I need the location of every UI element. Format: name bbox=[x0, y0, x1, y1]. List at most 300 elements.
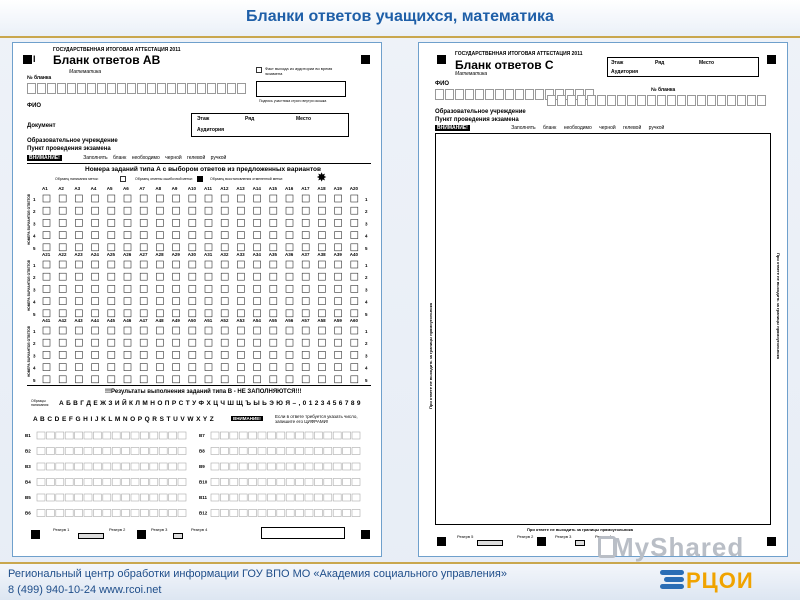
answer-checkbox[interactable] bbox=[351, 232, 358, 239]
answer-cell[interactable] bbox=[122, 448, 130, 455]
answer-cell[interactable] bbox=[296, 448, 304, 455]
answer-cell[interactable] bbox=[122, 510, 130, 517]
answer-checkbox[interactable] bbox=[318, 339, 325, 346]
answer-checkbox[interactable] bbox=[205, 376, 212, 383]
answer-checkbox[interactable] bbox=[92, 261, 99, 268]
answer-checkbox[interactable] bbox=[124, 273, 131, 280]
answer-cell[interactable] bbox=[296, 432, 304, 439]
answer-cell[interactable] bbox=[239, 463, 247, 470]
answer-cell[interactable] bbox=[343, 432, 351, 439]
answer-checkbox[interactable] bbox=[286, 261, 293, 268]
answer-checkbox[interactable] bbox=[335, 351, 342, 358]
answer-checkbox[interactable] bbox=[286, 351, 293, 358]
answer-cell[interactable] bbox=[93, 463, 101, 470]
answer-checkbox[interactable] bbox=[205, 285, 212, 292]
answer-checkbox[interactable] bbox=[173, 351, 180, 358]
answer-cell[interactable] bbox=[333, 494, 341, 501]
answer-cell[interactable] bbox=[286, 479, 294, 486]
answer-checkbox[interactable] bbox=[75, 219, 82, 226]
answer-cell[interactable] bbox=[239, 479, 247, 486]
answer-checkbox[interactable] bbox=[205, 232, 212, 239]
answer-checkbox[interactable] bbox=[189, 244, 196, 251]
answer-cell[interactable] bbox=[75, 432, 83, 439]
answer-checkbox[interactable] bbox=[205, 351, 212, 358]
answer-checkbox[interactable] bbox=[335, 376, 342, 383]
answer-checkbox[interactable] bbox=[59, 351, 66, 358]
answer-checkbox[interactable] bbox=[254, 273, 261, 280]
answer-checkbox[interactable] bbox=[286, 207, 293, 214]
answer-cell[interactable] bbox=[131, 479, 139, 486]
answer-checkbox[interactable] bbox=[92, 244, 99, 251]
answer-checkbox[interactable] bbox=[43, 244, 50, 251]
answer-cell[interactable] bbox=[37, 494, 45, 501]
answer-cell[interactable] bbox=[75, 510, 83, 517]
answer-checkbox[interactable] bbox=[124, 261, 131, 268]
answer-cell[interactable] bbox=[314, 448, 322, 455]
answer-checkbox[interactable] bbox=[124, 219, 131, 226]
answer-cell[interactable] bbox=[84, 479, 92, 486]
answer-checkbox[interactable] bbox=[92, 207, 99, 214]
answer-checkbox[interactable] bbox=[335, 327, 342, 334]
answer-checkbox[interactable] bbox=[254, 285, 261, 292]
answer-checkbox[interactable] bbox=[156, 261, 163, 268]
answer-checkbox[interactable] bbox=[286, 298, 293, 305]
answer-cell[interactable] bbox=[277, 479, 285, 486]
answer-cell[interactable] bbox=[324, 448, 332, 455]
answer-checkbox[interactable] bbox=[205, 310, 212, 317]
answer-cell[interactable] bbox=[249, 494, 257, 501]
answer-cell[interactable] bbox=[140, 448, 148, 455]
answer-checkbox[interactable] bbox=[59, 310, 66, 317]
answer-checkbox[interactable] bbox=[351, 339, 358, 346]
answer-checkbox[interactable] bbox=[173, 364, 180, 371]
answer-cell[interactable] bbox=[178, 494, 186, 501]
answer-checkbox[interactable] bbox=[286, 327, 293, 334]
answer-cell[interactable] bbox=[65, 494, 73, 501]
answer-checkbox[interactable] bbox=[318, 195, 325, 202]
answer-cell[interactable] bbox=[150, 494, 158, 501]
answer-cell[interactable] bbox=[169, 432, 177, 439]
answer-cell[interactable] bbox=[122, 494, 130, 501]
answer-checkbox[interactable] bbox=[221, 219, 228, 226]
answer-cell[interactable] bbox=[258, 463, 266, 470]
answer-checkbox[interactable] bbox=[59, 376, 66, 383]
answer-cell[interactable] bbox=[75, 448, 83, 455]
answer-cell[interactable] bbox=[230, 448, 238, 455]
answer-checkbox[interactable] bbox=[302, 364, 309, 371]
answer-cell[interactable] bbox=[249, 432, 257, 439]
answer-checkbox[interactable] bbox=[108, 261, 115, 268]
answer-cell[interactable] bbox=[305, 494, 313, 501]
answer-cell[interactable] bbox=[239, 494, 247, 501]
answer-cell[interactable] bbox=[277, 432, 285, 439]
answer-cell[interactable] bbox=[220, 448, 228, 455]
answer-checkbox[interactable] bbox=[124, 232, 131, 239]
answer-checkbox[interactable] bbox=[59, 364, 66, 371]
answer-checkbox[interactable] bbox=[59, 298, 66, 305]
answer-checkbox[interactable] bbox=[43, 351, 50, 358]
answer-cell[interactable] bbox=[220, 510, 228, 517]
answer-cell[interactable] bbox=[150, 463, 158, 470]
answer-cell[interactable] bbox=[46, 494, 54, 501]
answer-checkbox[interactable] bbox=[335, 195, 342, 202]
answer-checkbox[interactable] bbox=[156, 232, 163, 239]
answer-checkbox[interactable] bbox=[318, 232, 325, 239]
answer-cell[interactable] bbox=[239, 432, 247, 439]
answer-checkbox[interactable] bbox=[189, 376, 196, 383]
answer-checkbox[interactable] bbox=[286, 339, 293, 346]
answer-checkbox[interactable] bbox=[254, 261, 261, 268]
answer-cell[interactable] bbox=[122, 479, 130, 486]
answer-checkbox[interactable] bbox=[108, 376, 115, 383]
answer-cell[interactable] bbox=[159, 463, 167, 470]
answer-checkbox[interactable] bbox=[75, 298, 82, 305]
answer-checkbox[interactable] bbox=[59, 232, 66, 239]
answer-checkbox[interactable] bbox=[156, 310, 163, 317]
answer-checkbox[interactable] bbox=[59, 195, 66, 202]
answer-cell[interactable] bbox=[37, 448, 45, 455]
answer-checkbox[interactable] bbox=[302, 195, 309, 202]
answer-checkbox[interactable] bbox=[351, 244, 358, 251]
answer-checkbox[interactable] bbox=[140, 207, 147, 214]
answer-checkbox[interactable] bbox=[205, 298, 212, 305]
answer-checkbox[interactable] bbox=[335, 339, 342, 346]
answer-checkbox[interactable] bbox=[43, 339, 50, 346]
answer-cell[interactable] bbox=[343, 479, 351, 486]
answer-cell[interactable] bbox=[178, 463, 186, 470]
answer-checkbox[interactable] bbox=[92, 285, 99, 292]
answer-cell[interactable] bbox=[178, 479, 186, 486]
answer-checkbox[interactable] bbox=[189, 285, 196, 292]
answer-checkbox[interactable] bbox=[124, 376, 131, 383]
answer-checkbox[interactable] bbox=[205, 364, 212, 371]
answer-cell[interactable] bbox=[131, 463, 139, 470]
answer-cell[interactable] bbox=[103, 432, 111, 439]
answer-cell[interactable] bbox=[103, 510, 111, 517]
answer-checkbox[interactable] bbox=[75, 327, 82, 334]
answer-checkbox[interactable] bbox=[254, 195, 261, 202]
answer-cell[interactable] bbox=[249, 510, 257, 517]
answer-checkbox[interactable] bbox=[156, 376, 163, 383]
answer-checkbox[interactable] bbox=[75, 207, 82, 214]
answer-checkbox[interactable] bbox=[237, 339, 244, 346]
answer-checkbox[interactable] bbox=[92, 376, 99, 383]
answer-cell[interactable] bbox=[343, 494, 351, 501]
answer-cell[interactable] bbox=[56, 448, 64, 455]
answer-cell[interactable] bbox=[169, 463, 177, 470]
answer-checkbox[interactable] bbox=[124, 310, 131, 317]
answer-cell[interactable] bbox=[37, 463, 45, 470]
answer-cell[interactable] bbox=[169, 448, 177, 455]
answer-checkbox[interactable] bbox=[254, 327, 261, 334]
answer-checkbox[interactable] bbox=[140, 310, 147, 317]
answer-checkbox[interactable] bbox=[221, 244, 228, 251]
answer-checkbox[interactable] bbox=[108, 219, 115, 226]
answer-checkbox[interactable] bbox=[140, 351, 147, 358]
answer-checkbox[interactable] bbox=[173, 327, 180, 334]
answer-checkbox[interactable] bbox=[156, 298, 163, 305]
answer-checkbox[interactable] bbox=[59, 327, 66, 334]
answer-checkbox[interactable] bbox=[43, 364, 50, 371]
answer-cell[interactable] bbox=[56, 432, 64, 439]
answer-cell[interactable] bbox=[37, 432, 45, 439]
answer-cell[interactable] bbox=[324, 463, 332, 470]
answer-checkbox[interactable] bbox=[189, 219, 196, 226]
answer-cell[interactable] bbox=[267, 510, 275, 517]
answer-checkbox[interactable] bbox=[335, 364, 342, 371]
answer-checkbox[interactable] bbox=[221, 261, 228, 268]
answer-checkbox[interactable] bbox=[254, 339, 261, 346]
answer-checkbox[interactable] bbox=[108, 195, 115, 202]
answer-checkbox[interactable] bbox=[286, 310, 293, 317]
answer-checkbox[interactable] bbox=[75, 273, 82, 280]
answer-checkbox[interactable] bbox=[92, 339, 99, 346]
answer-cell[interactable] bbox=[258, 432, 266, 439]
answer-checkbox[interactable] bbox=[302, 339, 309, 346]
answer-checkbox[interactable] bbox=[221, 298, 228, 305]
answer-checkbox[interactable] bbox=[254, 310, 261, 317]
answer-cell[interactable] bbox=[178, 448, 186, 455]
answer-cell[interactable] bbox=[122, 432, 130, 439]
answer-checkbox[interactable] bbox=[270, 364, 277, 371]
answer-cell[interactable] bbox=[333, 510, 341, 517]
answer-checkbox[interactable] bbox=[254, 244, 261, 251]
answer-checkbox[interactable] bbox=[254, 207, 261, 214]
answer-cell[interactable] bbox=[239, 448, 247, 455]
answer-checkbox[interactable] bbox=[221, 376, 228, 383]
answer-checkbox[interactable] bbox=[92, 298, 99, 305]
answer-cell[interactable] bbox=[112, 510, 120, 517]
answer-cell[interactable] bbox=[159, 494, 167, 501]
answer-cell[interactable] bbox=[159, 479, 167, 486]
answer-checkbox[interactable] bbox=[351, 207, 358, 214]
answer-area[interactable] bbox=[435, 133, 771, 525]
answer-checkbox[interactable] bbox=[108, 273, 115, 280]
answer-cell[interactable] bbox=[93, 448, 101, 455]
answer-checkbox[interactable] bbox=[173, 273, 180, 280]
answer-cell[interactable] bbox=[37, 479, 45, 486]
answer-cell[interactable] bbox=[211, 432, 219, 439]
answer-checkbox[interactable] bbox=[108, 285, 115, 292]
answer-cell[interactable] bbox=[56, 510, 64, 517]
answer-cell[interactable] bbox=[314, 494, 322, 501]
answer-cell[interactable] bbox=[305, 448, 313, 455]
answer-checkbox[interactable] bbox=[156, 327, 163, 334]
answer-cell[interactable] bbox=[75, 479, 83, 486]
answer-cell[interactable] bbox=[296, 510, 304, 517]
answer-checkbox[interactable] bbox=[318, 219, 325, 226]
answer-cell[interactable] bbox=[267, 448, 275, 455]
answer-cell[interactable] bbox=[211, 510, 219, 517]
answer-checkbox[interactable] bbox=[335, 232, 342, 239]
answer-cell[interactable] bbox=[343, 448, 351, 455]
answer-cell[interactable] bbox=[103, 494, 111, 501]
answer-cell[interactable] bbox=[314, 463, 322, 470]
answer-checkbox[interactable] bbox=[302, 351, 309, 358]
answer-checkbox[interactable] bbox=[43, 232, 50, 239]
answer-checkbox[interactable] bbox=[92, 310, 99, 317]
answer-checkbox[interactable] bbox=[140, 376, 147, 383]
answer-cell[interactable] bbox=[352, 432, 360, 439]
answer-cell[interactable] bbox=[296, 494, 304, 501]
answer-checkbox[interactable] bbox=[205, 195, 212, 202]
answer-checkbox[interactable] bbox=[43, 207, 50, 214]
answer-checkbox[interactable] bbox=[75, 339, 82, 346]
answer-checkbox[interactable] bbox=[43, 298, 50, 305]
answer-cell[interactable] bbox=[46, 510, 54, 517]
answer-checkbox[interactable] bbox=[351, 298, 358, 305]
answer-checkbox[interactable] bbox=[270, 232, 277, 239]
answer-checkbox[interactable] bbox=[173, 310, 180, 317]
answer-cell[interactable] bbox=[296, 479, 304, 486]
answer-checkbox[interactable] bbox=[318, 298, 325, 305]
answer-cell[interactable] bbox=[93, 494, 101, 501]
answer-checkbox[interactable] bbox=[124, 364, 131, 371]
answer-checkbox[interactable] bbox=[75, 244, 82, 251]
answer-checkbox[interactable] bbox=[318, 364, 325, 371]
answer-cell[interactable] bbox=[286, 448, 294, 455]
answer-cell[interactable] bbox=[352, 463, 360, 470]
answer-checkbox[interactable] bbox=[254, 298, 261, 305]
answer-checkbox[interactable] bbox=[270, 273, 277, 280]
answer-cell[interactable] bbox=[286, 494, 294, 501]
answer-checkbox[interactable] bbox=[189, 273, 196, 280]
answer-checkbox[interactable] bbox=[108, 298, 115, 305]
answer-checkbox[interactable] bbox=[270, 219, 277, 226]
answer-checkbox[interactable] bbox=[237, 195, 244, 202]
answer-checkbox[interactable] bbox=[286, 219, 293, 226]
answer-checkbox[interactable] bbox=[173, 261, 180, 268]
answer-checkbox[interactable] bbox=[189, 207, 196, 214]
answer-cell[interactable] bbox=[286, 510, 294, 517]
answer-cell[interactable] bbox=[314, 510, 322, 517]
answer-checkbox[interactable] bbox=[221, 327, 228, 334]
answer-cell[interactable] bbox=[93, 479, 101, 486]
answer-checkbox[interactable] bbox=[254, 376, 261, 383]
answer-checkbox[interactable] bbox=[124, 339, 131, 346]
answer-cell[interactable] bbox=[324, 510, 332, 517]
answer-checkbox[interactable] bbox=[59, 261, 66, 268]
answer-cell[interactable] bbox=[333, 463, 341, 470]
answer-checkbox[interactable] bbox=[286, 364, 293, 371]
answer-checkbox[interactable] bbox=[237, 232, 244, 239]
answer-checkbox[interactable] bbox=[156, 273, 163, 280]
answer-cell[interactable] bbox=[324, 494, 332, 501]
answer-checkbox[interactable] bbox=[221, 195, 228, 202]
answer-cell[interactable] bbox=[84, 448, 92, 455]
answer-checkbox[interactable] bbox=[351, 273, 358, 280]
answer-checkbox[interactable] bbox=[318, 351, 325, 358]
answer-checkbox[interactable] bbox=[237, 207, 244, 214]
answer-cell[interactable] bbox=[93, 510, 101, 517]
answer-cell[interactable] bbox=[84, 432, 92, 439]
answer-checkbox[interactable] bbox=[59, 219, 66, 226]
answer-cell[interactable] bbox=[352, 494, 360, 501]
answer-checkbox[interactable] bbox=[351, 351, 358, 358]
answer-checkbox[interactable] bbox=[237, 285, 244, 292]
answer-cell[interactable] bbox=[65, 463, 73, 470]
answer-cell[interactable] bbox=[159, 510, 167, 517]
answer-cell[interactable] bbox=[239, 510, 247, 517]
answer-checkbox[interactable] bbox=[173, 298, 180, 305]
answer-checkbox[interactable] bbox=[124, 195, 131, 202]
answer-checkbox[interactable] bbox=[286, 232, 293, 239]
answer-checkbox[interactable] bbox=[270, 285, 277, 292]
answer-checkbox[interactable] bbox=[156, 244, 163, 251]
answer-cell[interactable] bbox=[112, 494, 120, 501]
answer-checkbox[interactable] bbox=[205, 244, 212, 251]
answer-checkbox[interactable] bbox=[75, 376, 82, 383]
answer-checkbox[interactable] bbox=[75, 364, 82, 371]
answer-checkbox[interactable] bbox=[237, 376, 244, 383]
answer-cell[interactable] bbox=[169, 479, 177, 486]
answer-cell[interactable] bbox=[56, 463, 64, 470]
answer-cell[interactable] bbox=[93, 432, 101, 439]
answer-cell[interactable] bbox=[211, 448, 219, 455]
answer-checkbox[interactable] bbox=[156, 285, 163, 292]
answer-checkbox[interactable] bbox=[75, 310, 82, 317]
answer-checkbox[interactable] bbox=[140, 364, 147, 371]
answer-checkbox[interactable] bbox=[124, 298, 131, 305]
answer-checkbox[interactable] bbox=[351, 285, 358, 292]
answer-cell[interactable] bbox=[159, 432, 167, 439]
answer-checkbox[interactable] bbox=[156, 339, 163, 346]
answer-checkbox[interactable] bbox=[351, 195, 358, 202]
answer-checkbox[interactable] bbox=[108, 339, 115, 346]
answer-checkbox[interactable] bbox=[108, 232, 115, 239]
answer-checkbox[interactable] bbox=[140, 285, 147, 292]
answer-checkbox[interactable] bbox=[124, 244, 131, 251]
answer-cell[interactable] bbox=[277, 448, 285, 455]
answer-cell[interactable] bbox=[46, 448, 54, 455]
answer-cell[interactable] bbox=[178, 432, 186, 439]
answer-cell[interactable] bbox=[230, 494, 238, 501]
answer-checkbox[interactable] bbox=[173, 232, 180, 239]
answer-cell[interactable] bbox=[178, 510, 186, 517]
answer-cell[interactable] bbox=[211, 494, 219, 501]
answer-cell[interactable] bbox=[333, 432, 341, 439]
answer-cell[interactable] bbox=[314, 479, 322, 486]
answer-checkbox[interactable] bbox=[140, 195, 147, 202]
answer-cell[interactable] bbox=[258, 494, 266, 501]
answer-checkbox[interactable] bbox=[286, 244, 293, 251]
answer-cell[interactable] bbox=[84, 463, 92, 470]
answer-cell[interactable] bbox=[140, 463, 148, 470]
answer-checkbox[interactable] bbox=[140, 327, 147, 334]
answer-cell[interactable] bbox=[46, 463, 54, 470]
answer-checkbox[interactable] bbox=[173, 244, 180, 251]
answer-checkbox[interactable] bbox=[318, 327, 325, 334]
answer-checkbox[interactable] bbox=[286, 195, 293, 202]
answer-cell[interactable] bbox=[150, 448, 158, 455]
answer-checkbox[interactable] bbox=[237, 244, 244, 251]
answer-checkbox[interactable] bbox=[351, 376, 358, 383]
answer-cell[interactable] bbox=[230, 463, 238, 470]
answer-cell[interactable] bbox=[230, 510, 238, 517]
answer-checkbox[interactable] bbox=[43, 273, 50, 280]
answer-checkbox[interactable] bbox=[270, 310, 277, 317]
answer-checkbox[interactable] bbox=[205, 327, 212, 334]
answer-checkbox[interactable] bbox=[156, 219, 163, 226]
answer-checkbox[interactable] bbox=[351, 327, 358, 334]
answer-checkbox[interactable] bbox=[335, 298, 342, 305]
answer-checkbox[interactable] bbox=[286, 285, 293, 292]
answer-checkbox[interactable] bbox=[92, 232, 99, 239]
answer-cell[interactable] bbox=[333, 479, 341, 486]
answer-checkbox[interactable] bbox=[221, 232, 228, 239]
answer-checkbox[interactable] bbox=[189, 364, 196, 371]
answer-cell[interactable] bbox=[324, 479, 332, 486]
